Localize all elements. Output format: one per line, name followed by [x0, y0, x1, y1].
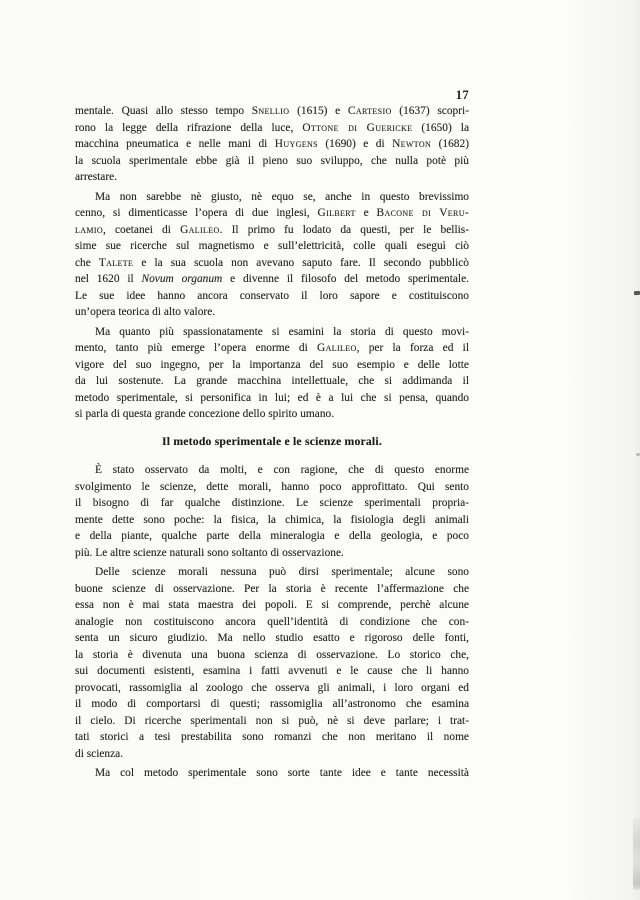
paragraph [75, 321, 469, 423]
paragraph [75, 103, 469, 186]
text-line: Ma non sarebbe nè giusto, nè equo se, anche in questo brevissimo [95, 190, 469, 203]
text-line: più. Le altre scienze naturali sono soltanto di osservazione. [75, 546, 344, 559]
text-line: provocati, rassomiglia al zoologo che osserva gli animali, i loro organi ed [75, 681, 469, 694]
text-line: mento, tanto più emerge l’opera enorme di Galileo, per la forza ed il [75, 342, 469, 354]
text-line: Ma col metodo sperimentale sono sorte tante idee e tante necessità [95, 767, 469, 779]
text-line: sui documenti esistenti, esamina i fatti avvenuti e le cause che li hanno [75, 665, 469, 677]
paragraph [75, 561, 469, 762]
text-line: la storia è divenuta una buona scienza di osservazione. Lo storico che, [75, 648, 469, 661]
scan-artifact-dash [634, 291, 640, 295]
text-line: svolgimento le scienze, dette morali, hanno poco approfittato. Qui sento [75, 480, 469, 493]
text-line: il cielo. Di ricerche sperimentali non si può, nè si deve parlare; i trat- [75, 714, 469, 727]
paragraph [75, 459, 469, 561]
text-line: nel 1620 il Novum organum e divenne il filosofo del metodo sperimentale. [75, 273, 470, 285]
text-line: Ma quanto più spassionatamente si esamini la storia di questo movi- [95, 325, 469, 338]
text-line: macchina pneumatica e nelle mani di Huygens (1690) e di Newton (1682) [75, 138, 469, 150]
text-line: si parla di questa grande concezione dello spirito umano. [75, 408, 335, 420]
text-line: Delle scienze morali nessuna può dirsi sperimentale; alcune sono [95, 566, 469, 578]
text-line: che Talete e la sua scuola non avevano saputo fare. Il secondo pubblicò [75, 256, 469, 269]
text-line: metodo sperimentale, si personifica in lui; ed è a lui che si pensa, quando [75, 391, 469, 404]
text-line: lamio, coetanei di Galileo. Il primo fu lodato da questi, per le bellis- [75, 223, 469, 236]
text-line: sime sue ricerche sul magnetismo e sull’elettricità, colle quali eseguì ciò [75, 240, 469, 252]
paragraph [75, 186, 469, 321]
text-line: È stato osservato da molti, e con ragione, che di questo enorme [95, 464, 469, 476]
scan-artifact-streak [633, 818, 640, 890]
text-line: vigore del suo ingegno, per la importanza del suo esempio e delle lotte [75, 358, 469, 371]
text-line: essa non è mai stata maestra dei popoli. E si comprende, perchè alcune [75, 599, 469, 611]
text-line: arrestare. [75, 171, 118, 183]
text-line: di scienza. [75, 747, 124, 760]
text-line: rono la legge della rifrazione della luce, Ottone di Guericke (1650) la [75, 121, 469, 134]
page-body [75, 103, 469, 782]
text-line: senta un sicuro giudizio. Ma nello studio esatto e rigoroso delle fonti, [75, 632, 469, 644]
paragraph [75, 762, 469, 782]
text-line: analogie non costituiscono ancora quell’identità di condizione che con- [75, 615, 469, 628]
text-line: cenno, si dimenticasse l’opera di due inglesi, Gilbert e Bacone di Veru- [75, 207, 469, 219]
text-line: Le sue idee hanno ancora conservato il loro sapore e costituiscono [75, 289, 469, 302]
text-line: il modo di comportarsi di questi; rassomiglia all’astronomo che esamina [75, 698, 469, 710]
text-line: mentale. Quasi allo stesso tempo Snellio (1615) e Cartesio (1637) scopri- [75, 105, 469, 117]
text-line: il bisogno di far qualche distinzione. Le scienze sperimentali propria- [75, 497, 469, 509]
text-line: la scuola sperimentale ebbe già il pieno suo sviluppo, che nulla potè più [75, 154, 469, 167]
page-number: 17 [455, 88, 469, 102]
scan-artifact-dot [636, 453, 640, 456]
text-line: e della piante, qualche parte della mineralogia e della geologia, e poco [75, 530, 469, 542]
text-line: buone scienze di osservazione. Per la storia è recente l’affermazione che [75, 582, 469, 595]
text-line: mente dette sono poche: la fisica, la chimica, la fisiologia degli animali [75, 513, 469, 526]
text-line: da lui sostenute. La grande macchina intellettuale, che si addimanda il [75, 375, 469, 387]
section-heading: Il metodo sperimentale e le scienze morali. [162, 434, 382, 448]
text-line: tati storici a tesi prestabilita sono romanzi che non meritano il nome [75, 731, 469, 743]
text-line: un’opera teorica di alto valore. [75, 306, 216, 318]
